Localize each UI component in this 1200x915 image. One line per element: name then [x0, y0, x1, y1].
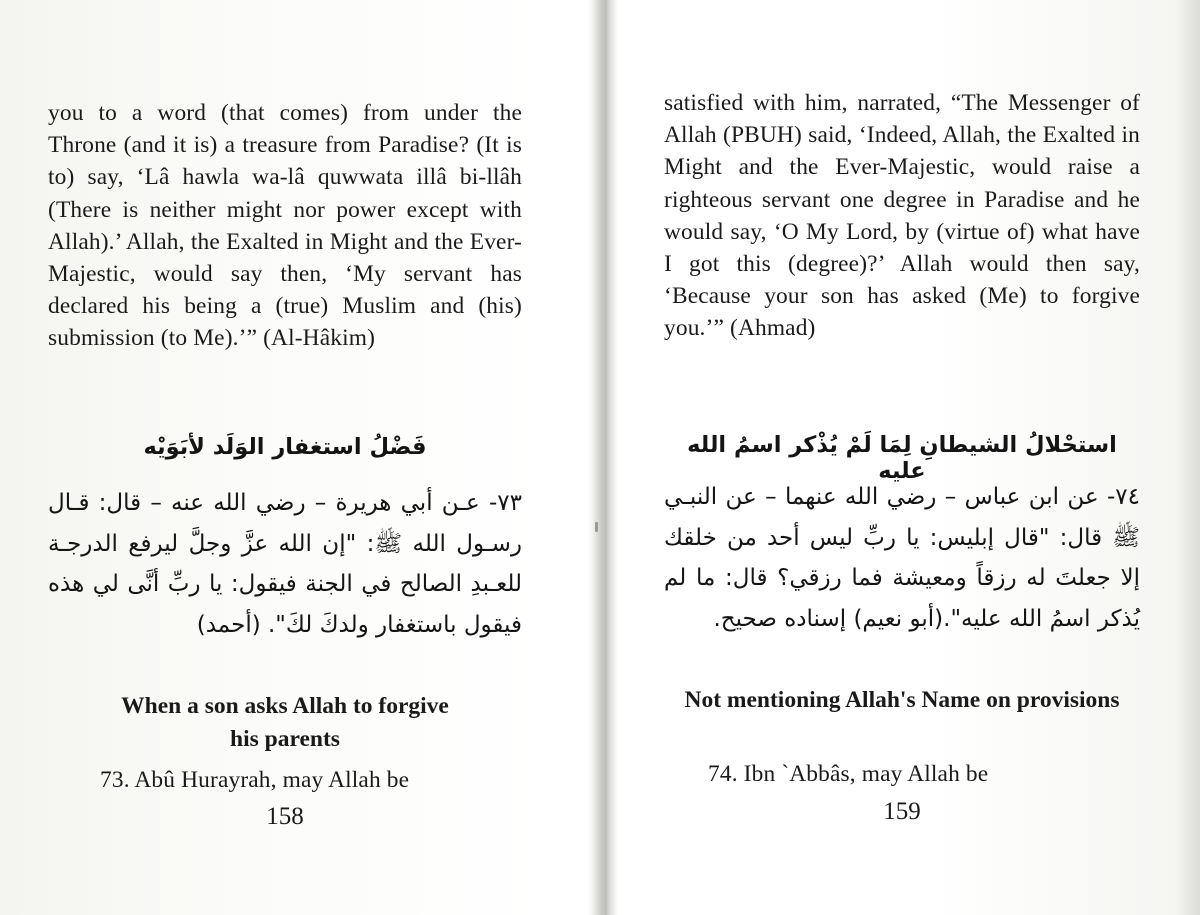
right-english-start: 74. Ibn `Abbâs, may Allah be [708, 761, 989, 787]
scan-speck [595, 522, 598, 532]
left-english-heading: When a son asks Allah to forgive his parents [121, 693, 449, 752]
right-arabic-heading: استحْلالُ الشيطانِ لِمَا لَمْ يُذْكر اسمُ الله عليه [687, 432, 1117, 484]
left-page [48, 0, 522, 915]
book-gutter [592, 0, 618, 915]
right-arabic-text: ٧٤- عن ابن عباس – رضي الله عنهما – عن النبـي ﷺ قال: "قال إبليس: يا ربِّ ليس أحد من خلقك إلا جعلتَ له رزقاً ومعيشة فما رزقي؟ قال: ما لم يُذكر اسمُ الله عليه".(أبو نعيم) إسناده صحيح. [664, 484, 1140, 632]
right-page [664, 0, 1140, 915]
left-english-start: 73. Abû Hurayrah, may Allah be [100, 767, 410, 793]
right-page-number: 159 [883, 798, 921, 825]
right-body-text: satisfied with him, narrated, “The Messenger of Allah (PBUH) said, ‘Indeed, Allah, the Exalted in Might and the Ever-Majestic, would raise a righteous servant one degree in Paradise and he would say, ‘O My Lord, by (virtue of) what have I got this (degree)?’ Allah would then say, ‘Because your son has asked (Me) to forgive you.’” (Ahmad) [664, 90, 1140, 342]
left-page-number: 158 [266, 803, 304, 830]
left-body-text: you to a word (that comes) from under the Throne (and it is) a treasure from Paradise? (It is to) say, ‘Lâ hawla wa-lâ quwwata illâ bi-llâh (There is neither might nor power except with Allah).’ Allah, the Exalted in Might and the Ever-Majestic, would say then, ‘My servant has declared his being a (true) Muslim and (his) submission (to Me).’” (Al-Hâkim) [48, 100, 522, 352]
right-english-heading: Not mentioning Allah's Name on provisions [684, 687, 1120, 713]
left-arabic-text: ٧٣- عـن أبي هريرة – رضي الله عنه – قال: قـال رسـول الله ﷺ: "إن الله عزَّ وجلَّ ليرفع الدرجـة للعـبدِ الصالح في الجنة فيقول: يا ربِّ أنَّى لي هذه فيقول باستغفار ولدكَ لكَ". (أحمد) [48, 490, 522, 638]
left-arabic-heading: فَضْلُ استغفار الوَلَد لأبَوَيْه [143, 434, 427, 460]
